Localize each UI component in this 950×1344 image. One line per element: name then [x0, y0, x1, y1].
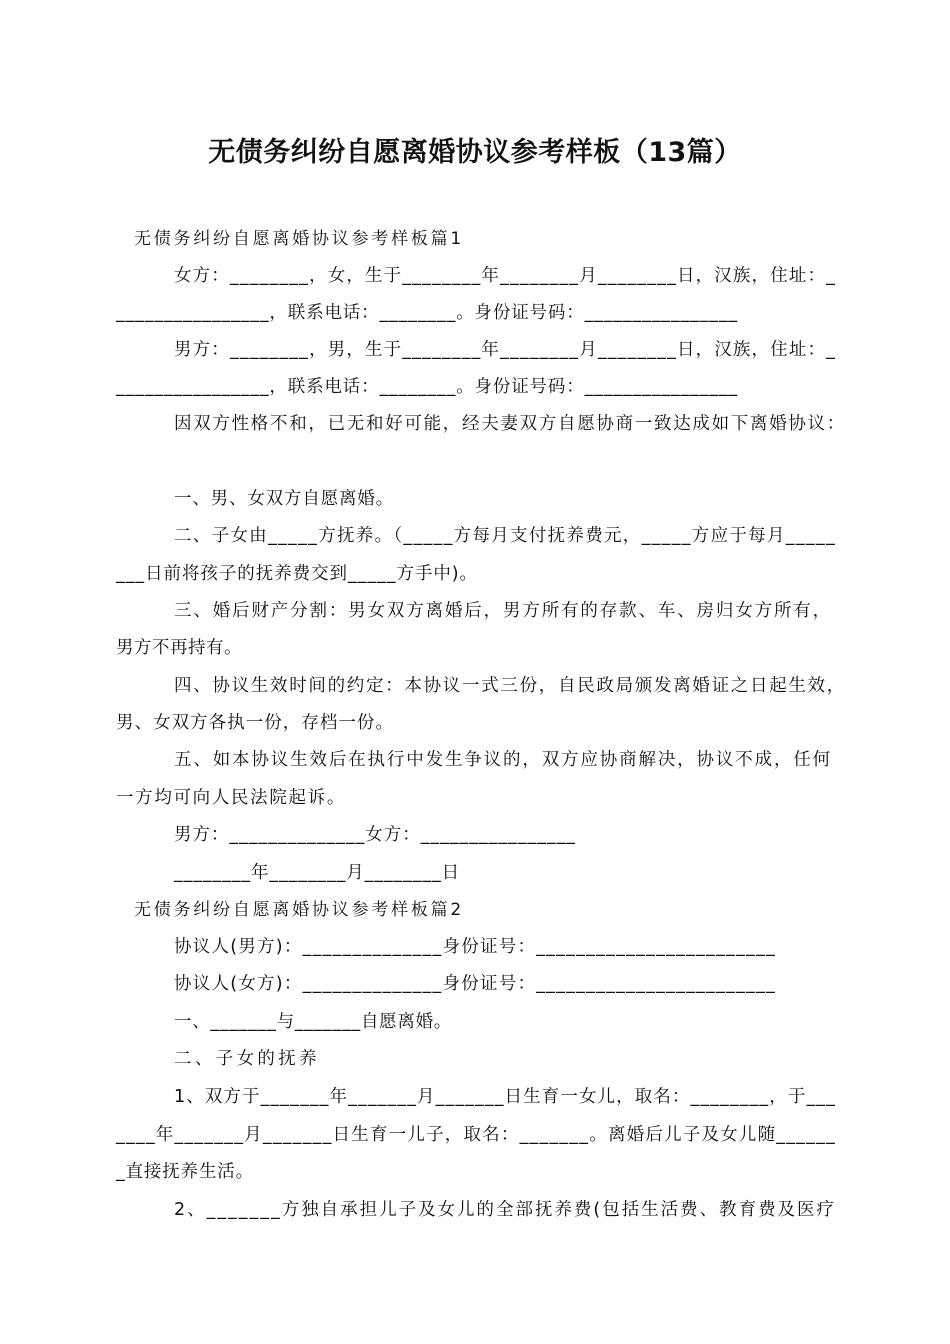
document-title: 无债务纠纷自愿离婚协议参考样板（13篇）: [208, 137, 742, 168]
text-line: 五、如本协议生效后在执行中发生争议的，双方应协商解决，协议不成，任何: [174, 750, 832, 770]
text-line: 一、男、女双方自愿离婚。: [174, 489, 394, 509]
text-line: 协议人(女方)：______________身份证号：________________________: [174, 974, 776, 994]
text-line: ___日前将孩子的抚养费交到_____方手中)。: [116, 564, 478, 584]
text-line: 女方：________，女，生于________年________月________日，汉族，住址：_: [174, 266, 836, 286]
text-line: 一方均可向人民法院起诉。: [116, 788, 346, 808]
text-line: 男方：________，男，生于________年________月________日，汉族，住址：_: [174, 340, 836, 360]
date-line: ________年________月________日: [174, 863, 460, 883]
text-line: 男方不再持有。: [116, 638, 242, 658]
text-line: 二、子女的抚养: [174, 1049, 320, 1069]
text-line: ________________，联系电话：________。身份证号码：________________: [116, 303, 738, 323]
text-line: 因双方性格不和，已无和好可能，经夫妻双方自愿协商一致达成如下离婚协议：: [174, 414, 846, 434]
text-line: 四、协议生效时间的约定：本协议一式三份，自民政局颁发离婚证之日起生效，: [174, 676, 846, 696]
signature-line: 男方：______________女方：________________: [174, 825, 576, 845]
text-line: ____年_______月_______日生育一儿子，取名：_______。离婚后儿子及女儿随______: [116, 1125, 836, 1145]
text-line: _直接抚养生活。: [116, 1162, 254, 1182]
text-line: 协议人(男方)：______________身份证号：________________________: [174, 937, 776, 957]
section-heading-2: 无债务纠纷自愿离婚协议参考样板篇2: [134, 900, 464, 920]
text-line: 二、子女由_____方抚养。（_____方每月支付抚养费元，_____方应于每月_____: [174, 526, 836, 546]
text-line: 三、婚后财产分割：男女双方离婚后，男方所有的存款、车、房归女方所有，: [174, 601, 832, 621]
text-line: 男、女双方各执一份，存档一份。: [116, 713, 394, 733]
text-line: 2、_______方独自承担儿子及女儿的全部抚养费(包括生活费、教育费及医疗: [174, 1200, 836, 1220]
section-heading-1: 无债务纠纷自愿离婚协议参考样板篇1: [134, 229, 464, 249]
text-line: 1、双方于_______年_______月_______日生育一女儿，取名：________，于___: [174, 1087, 836, 1107]
text-line: ________________，联系电话：________。身份证号码：________________: [116, 377, 738, 397]
text-line: 一、_______与_______自愿离婚。: [174, 1012, 452, 1032]
